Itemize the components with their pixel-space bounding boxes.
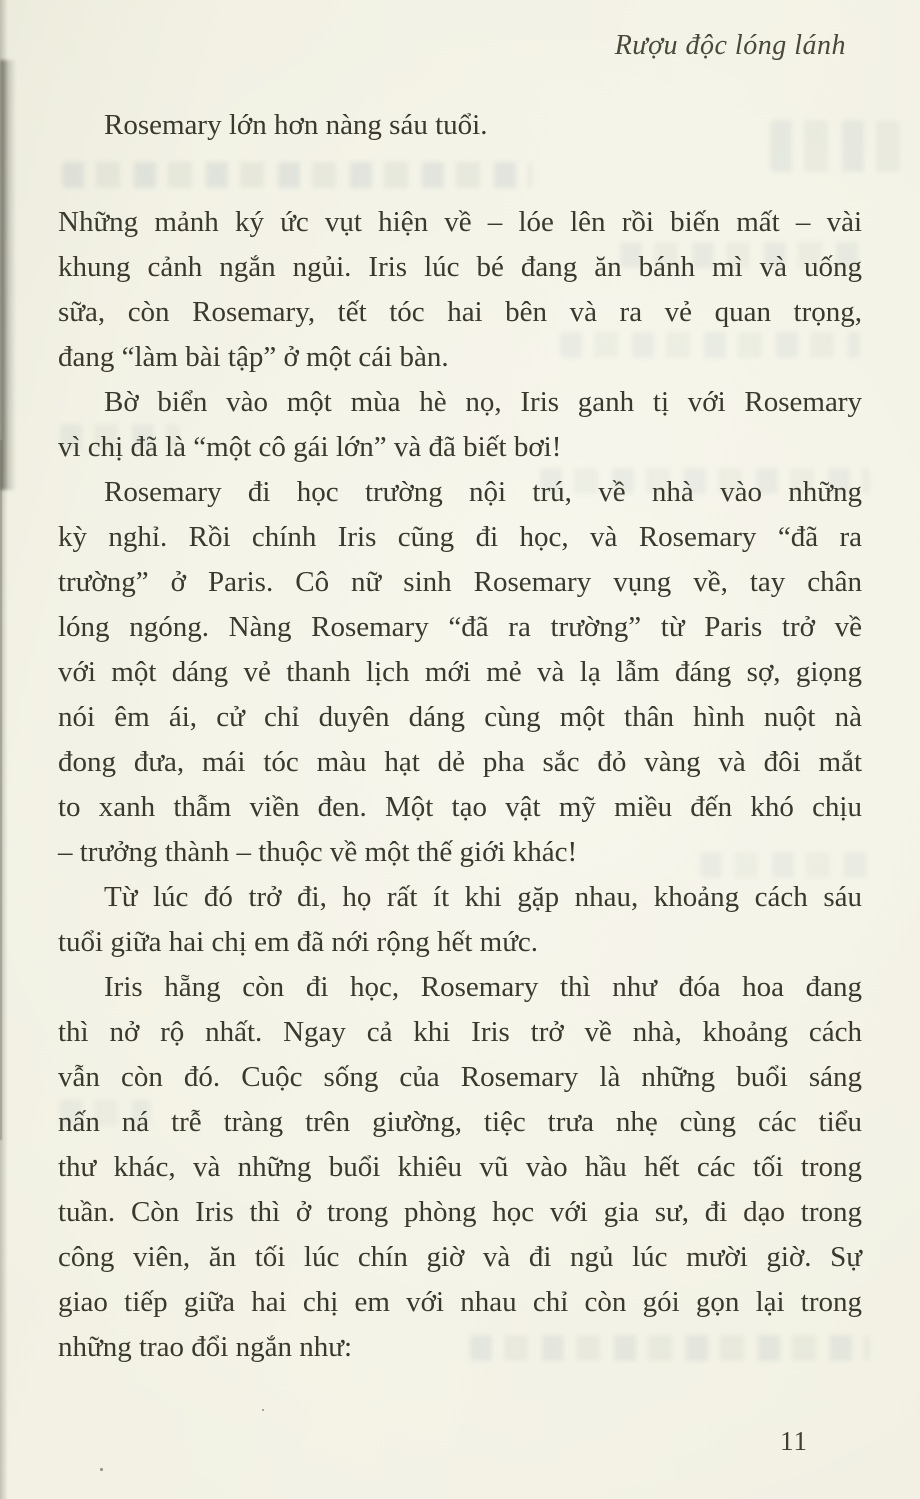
text-line: to xanh thẫm viền đen. Một tạo vật mỹ miều đến khó chịu bbox=[58, 791, 862, 823]
text-line: sữa, còn Rosemary, tết tóc hai bên và ra vẻ quan trọng, bbox=[58, 296, 862, 328]
text-line: thư khác, và những buổi khiêu vũ vào hầu hết các tối trong bbox=[58, 1151, 862, 1183]
text-line: Iris hẵng còn đi học, Rosemary thì như đóa hoa đang bbox=[104, 971, 862, 1003]
dust-speck bbox=[262, 1409, 264, 1411]
paragraph bbox=[58, 380, 862, 470]
text-line: nói êm ái, cử chỉ duyên dáng cùng một thân hình nuột nà bbox=[58, 701, 862, 733]
paragraph bbox=[58, 965, 862, 1370]
text-line: công viên, ăn tối lúc chín giờ và đi ngủ lúc mười giờ. Sự bbox=[58, 1241, 862, 1273]
text-line: Từ lúc đó trở đi, họ rất ít khi gặp nhau, khoảng cách sáu bbox=[104, 881, 862, 913]
scan-edge-line bbox=[0, 440, 2, 1140]
text-line: Rosemary lớn hơn nàng sáu tuổi. bbox=[104, 109, 488, 141]
text-line: tuần. Còn Iris thì ở trong phòng học với gia sư, đi dạo trong bbox=[58, 1196, 862, 1228]
text-line: – trưởng thành – thuộc về một thế giới khác! bbox=[58, 836, 578, 868]
text-line: đong đưa, mái tóc màu hạt dẻ pha sắc đỏ vàng và đôi mắt bbox=[58, 746, 862, 778]
text-body bbox=[58, 103, 862, 1370]
text-line: kỳ nghỉ. Rồi chính Iris cũng đi học, và Rosemary “đã ra bbox=[58, 521, 862, 553]
paragraph bbox=[58, 200, 862, 380]
text-line: lóng ngóng. Nàng Rosemary “đã ra trường” từ Paris trở về bbox=[58, 611, 862, 643]
text-line: Bờ biển vào một mùa hè nọ, Iris ganh tị với Rosemary bbox=[104, 386, 862, 418]
text-line: với một dáng vẻ thanh lịch mới mẻ và lạ lẫm đáng sợ, giọng bbox=[58, 656, 862, 688]
text-line: thì nở rộ nhất. Ngay cả khi Iris trở về nhà, khoảng cách bbox=[58, 1016, 862, 1048]
text-line: nấn ná trễ tràng trên giường, tiệc trưa nhẹ cùng các tiểu bbox=[58, 1106, 862, 1138]
text-line: khung cảnh ngắn ngủi. Iris lúc bé đang ăn bánh mì và uống bbox=[58, 251, 862, 283]
text-line: vì chị đã là “một cô gái lớn” và đã biết bơi! bbox=[58, 431, 562, 463]
text-line: Rosemary đi học trường nội trú, về nhà vào những bbox=[104, 476, 862, 508]
page-number: 11 bbox=[780, 1426, 808, 1456]
text-line: tuổi giữa hai chị em đã nới rộng hết mức. bbox=[58, 926, 539, 958]
text-line: vẫn còn đó. Cuộc sống của Rosemary là những buổi sáng bbox=[58, 1061, 862, 1093]
running-header: Rượu độc lóng lánh bbox=[614, 30, 846, 61]
paragraph bbox=[58, 103, 862, 148]
text-line: giao tiếp giữa hai chị em với nhau chỉ còn gói gọn lại trong bbox=[58, 1286, 862, 1318]
dust-speck bbox=[100, 1468, 103, 1471]
text-line: đang “làm bài tập” ở một cái bàn. bbox=[58, 341, 449, 373]
text-line: trường” ở Paris. Cô nữ sinh Rosemary vụng về, tay chân bbox=[58, 566, 862, 598]
paragraph bbox=[58, 470, 862, 875]
text-line: những trao đổi ngắn như: bbox=[58, 1331, 353, 1363]
text-line: Những mảnh ký ức vụt hiện về – lóe lên rồi biến mất – vài bbox=[58, 206, 862, 238]
paragraph bbox=[58, 875, 862, 965]
